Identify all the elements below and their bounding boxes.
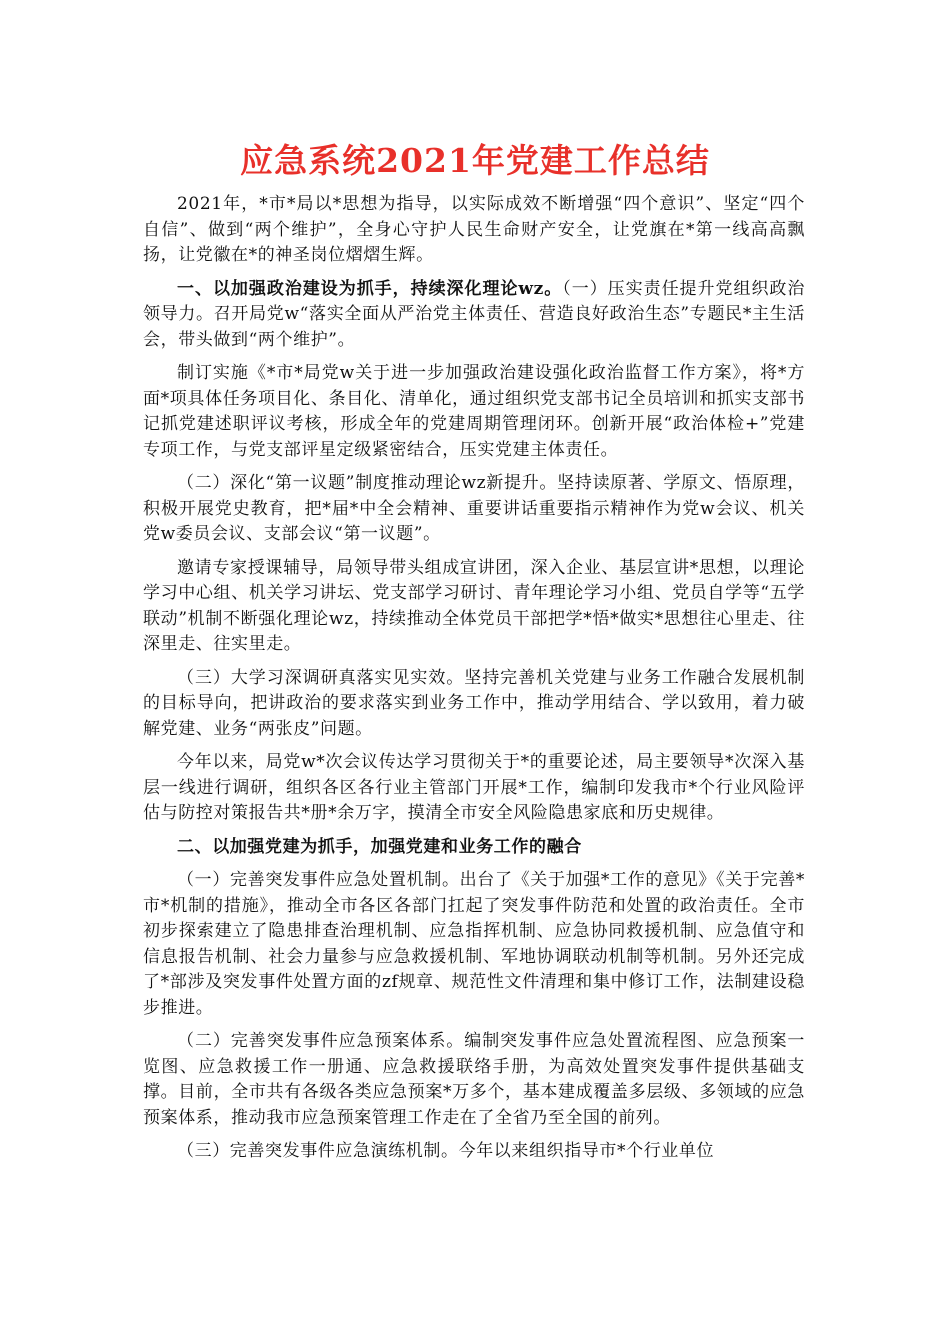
section1-first-paragraph (143, 277, 805, 354)
section1-paragraph-6: 今年以来，局党w*次会议传达学习贯彻关于*的重要论述，局主要领导*次深入基层一线进行调研，组织各区各行业主管部门开展*工作，编制印发我市*个行业风险评估与防控对策报告共*册*余万字，摸清全市安全风险隐患家底和历史规律。 (143, 752, 805, 823)
section2-paragraph-2: （二）完善突发事件应急预案体系。编制突发事件应急处置流程图、应急预案一览图、应急救援工作一册通、应急救援联络手册，为高效处置突发事件提供基础支撑。目前，全市共有各级各类应急预案*万多个，基本建成覆盖多层级、多领域的应急预案体系，推动我市应急预案管理工作走在了全省乃至全国的前列。 (143, 1031, 805, 1128)
section2-paragraph-3: （三）完善突发事件应急演练机制。今年以来组织指导市*个行业单位 (177, 1141, 715, 1161)
document-title: 应急系统2021年党建工作总结 (240, 141, 710, 180)
section1-heading: 一、以加强政治建设为抓手，持续深化理论wz。 (177, 278, 563, 299)
section2-paragraph-1: （一）完善突发事件应急处置机制。出台了《关于加强*工作的意见》《关于完善*市*机制的措施》，推动全市各区各部门扛起了突发事件防范和处置的政治责任。全市初步探索建立了隐患排查治理机制、应急指挥机制、应急协同救援机制、应急值守和信息报告机制、社会力量参与应急救援机制、军地协调联动机制等机制。另外还完成了*部涉及突发事件处置方面的zf规章、规范性文件清理和集中修订工作，法制建设稳步推进。 (143, 870, 805, 1018)
section2-heading: 二、以加强党建为抓手，加强党建和业务工作的融合 (177, 836, 582, 857)
document-body (143, 192, 805, 1173)
section1-paragraph-5: （三）大学习深调研真落实见实效。坚持完善机关党建与业务工作融合发展机制的目标导向，把讲政治的要求落实到业务工作中，推动学用结合、学以致用，着力破解党建、业务“两张皮”问题。 (143, 667, 805, 739)
section1-paragraph-3: （二）深化“第一议题”制度推动理论wz新提升。坚持读原著、学原文、悟原理，积极开展党史教育，把*届*中全会精神、重要讲话重要指示精神作为党w会议、机关党w委员会议、支部会议“第一议题”。 (143, 473, 805, 544)
section1-p1-text: （一）压实责任提升党组织政治领导力。召开局党w“落实全面从严治党主体责任、营造良好政治生态”专题民*主生活会，带头做到“两个维护”。 (143, 278, 805, 350)
intro-paragraph: 2021年，*市*局以*思想为指导，以实际成效不断增强“四个意识”、坚定“四个自信”、做到“两个维护”，全身心守护人民生命财产安全，让党旗在*第一线高高飘扬，让党徽在*的神圣岗位熠熠生辉。 (143, 194, 805, 265)
section1-paragraph-4: 邀请专家授课辅导，局领导带头组成宣讲团，深入企业、基层宣讲*思想，以理论学习中心组、机关学习讲坛、党支部学习研讨、青年理论学习小组、党员自学等“五学联动”机制不断强化理论wz，持续推动全体党员干部把学*悟*做实*思想往心里走、往深里走、往实里走。 (143, 557, 805, 654)
section1-paragraph-2: 制订实施《*市*局党w关于进一步加强政治建设强化政治监督工作方案》，将*方面*项具体任务项目化、条目化、清单化，通过组织党支部书记全员培训和抓实支部书记抓党建述职评议考核，形成全年的党建周期管理闭环。创新开展“政治体检+”党建专项工作，与党支部评星定级紧密结合，压实党建主体责任。 (143, 363, 805, 460)
